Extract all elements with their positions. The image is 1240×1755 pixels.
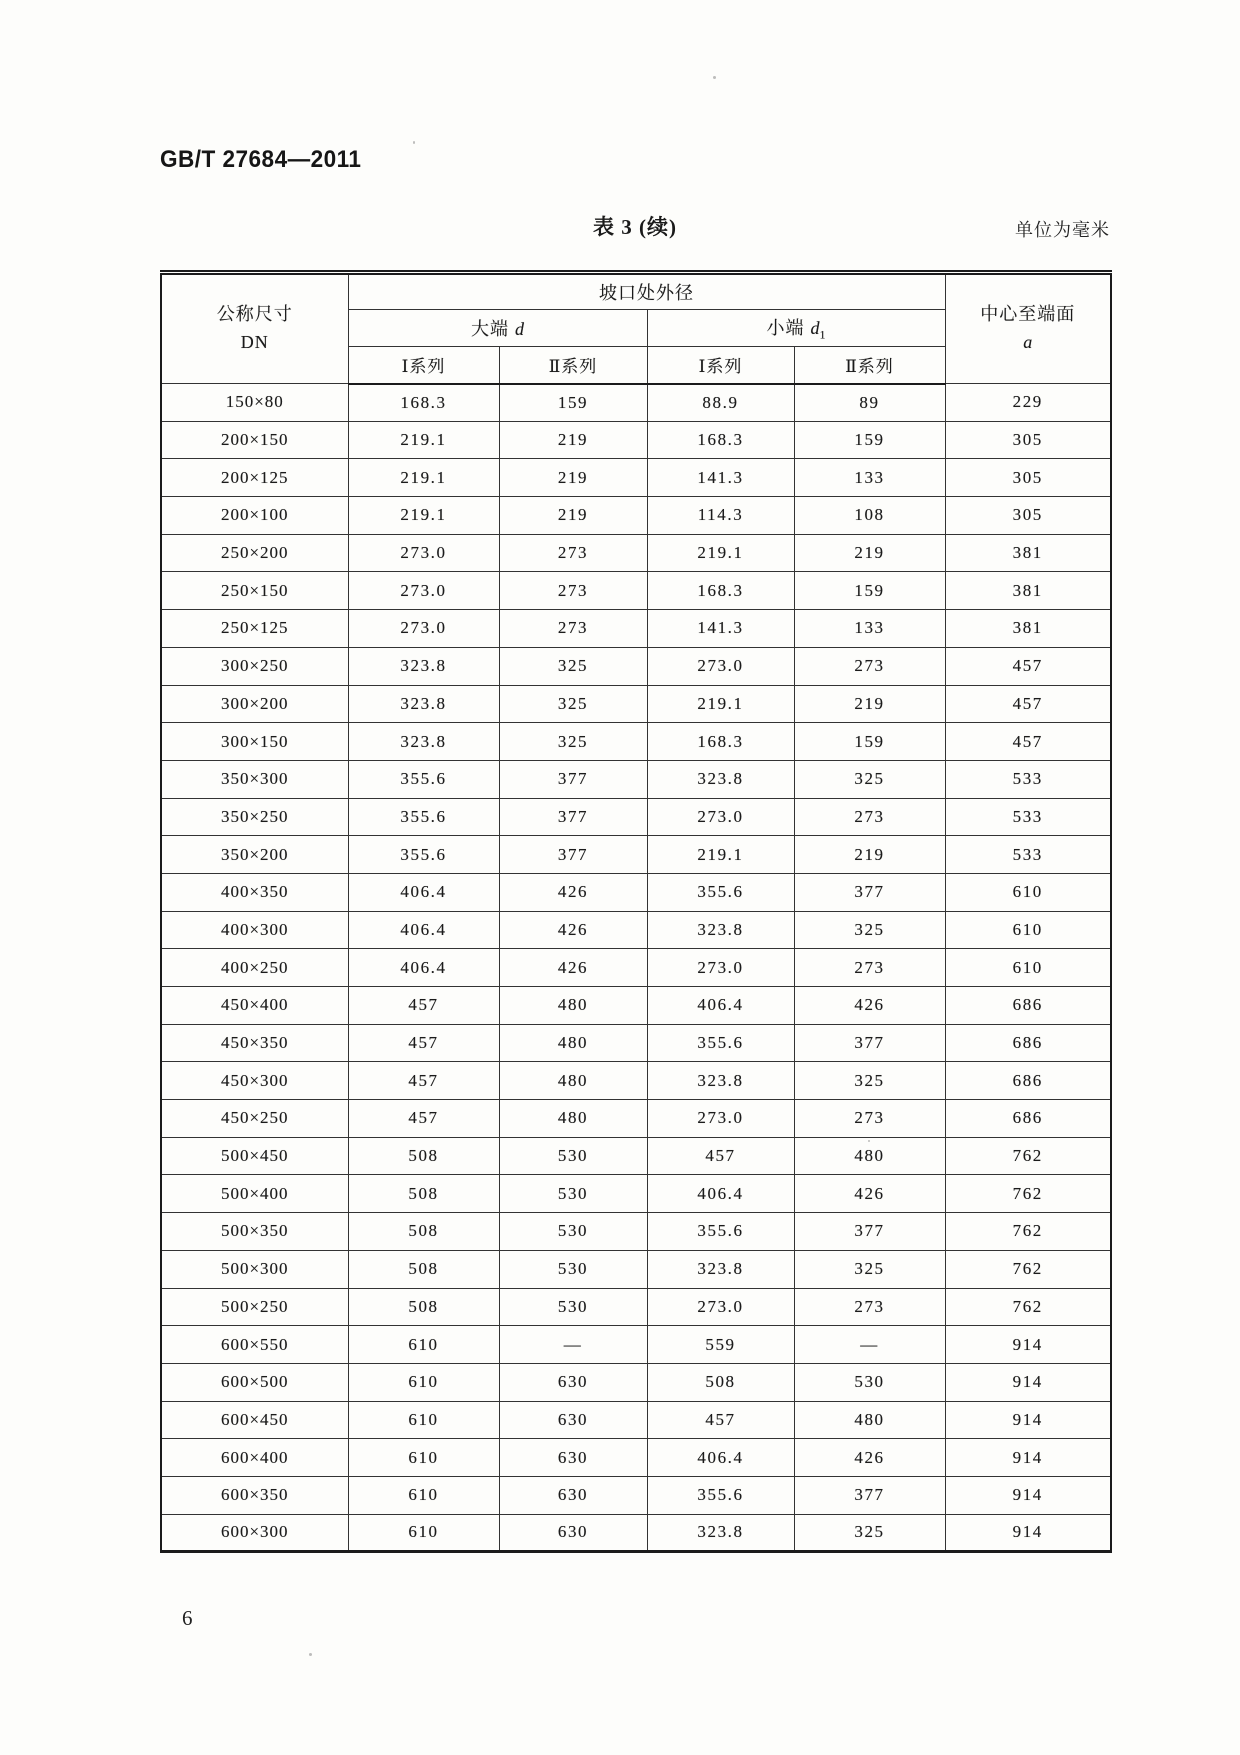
value-cell: 273.0 — [647, 798, 794, 836]
col-header-big-end-series-2: Ⅱ系列 — [499, 347, 647, 384]
value-cell: 325 — [499, 647, 647, 685]
table-row — [161, 1100, 1111, 1138]
table-row — [161, 723, 1111, 761]
value-cell: — — [499, 1326, 647, 1364]
dn-cell: 400×350 — [161, 873, 348, 911]
value-cell: 630 — [499, 1401, 647, 1439]
table-row — [161, 534, 1111, 572]
value-cell: 273 — [499, 572, 647, 610]
value-cell: 630 — [499, 1439, 647, 1477]
dn-cell: 300×150 — [161, 723, 348, 761]
value-cell: 325 — [794, 1250, 945, 1288]
value-cell: 355.6 — [348, 798, 499, 836]
value-cell: 159 — [794, 723, 945, 761]
value-cell: 610 — [348, 1326, 499, 1364]
col-header-small-end-series-1: Ⅰ系列 — [647, 347, 794, 384]
value-cell: 406.4 — [647, 1439, 794, 1477]
nominal-size-label: 公称尺寸 — [216, 304, 293, 325]
value-cell: 141.3 — [647, 610, 794, 648]
value-cell: 133 — [794, 610, 945, 648]
value-cell: 762 — [945, 1175, 1111, 1213]
value-cell: 533 — [945, 798, 1111, 836]
value-cell: 686 — [945, 1100, 1111, 1138]
value-cell: 219.1 — [348, 421, 499, 459]
value-cell: 323.8 — [647, 1250, 794, 1288]
scan-speck — [309, 1653, 312, 1656]
value-cell: 141.3 — [647, 459, 794, 497]
value-cell: 168.3 — [348, 384, 499, 422]
value-cell: 914 — [945, 1326, 1111, 1364]
value-cell: 762 — [945, 1288, 1111, 1326]
value-cell: 168.3 — [647, 723, 794, 761]
dn-cell: 200×100 — [161, 497, 348, 535]
value-cell: 325 — [794, 1062, 945, 1100]
dn-cell: 600×350 — [161, 1476, 348, 1514]
value-cell: 762 — [945, 1213, 1111, 1251]
value-cell: 88.9 — [647, 384, 794, 422]
value-cell: 325 — [499, 723, 647, 761]
value-cell: 381 — [945, 534, 1111, 572]
dn-cell: 500×300 — [161, 1250, 348, 1288]
dn-cell: 200×125 — [161, 459, 348, 497]
value-cell: 406.4 — [647, 987, 794, 1025]
value-cell: 530 — [499, 1175, 647, 1213]
col-header-big-end — [348, 310, 647, 347]
col-header-small-end — [647, 310, 945, 347]
value-cell: 114.3 — [647, 497, 794, 535]
value-cell: 219 — [499, 497, 647, 535]
value-cell: 325 — [499, 685, 647, 723]
value-cell: 229 — [945, 384, 1111, 422]
header-row-group — [161, 273, 1111, 310]
value-cell: 168.3 — [647, 572, 794, 610]
value-cell: 219 — [794, 836, 945, 874]
dn-cell: 500×350 — [161, 1213, 348, 1251]
table-row — [161, 647, 1111, 685]
table-row — [161, 1250, 1111, 1288]
dn-cell: 600×400 — [161, 1439, 348, 1477]
value-cell: 325 — [794, 1514, 945, 1552]
value-cell: 426 — [794, 987, 945, 1025]
standard-number: GB/T 27684—2011 — [160, 146, 362, 173]
value-cell: 377 — [794, 1476, 945, 1514]
dn-cell: 450×400 — [161, 987, 348, 1025]
col-header-nominal-size — [161, 273, 348, 384]
value-cell: 914 — [945, 1439, 1111, 1477]
value-cell: 530 — [499, 1250, 647, 1288]
value-cell: 108 — [794, 497, 945, 535]
table-row — [161, 760, 1111, 798]
value-cell: 159 — [794, 421, 945, 459]
value-cell: 457 — [348, 1024, 499, 1062]
dn-cell: 500×400 — [161, 1175, 348, 1213]
value-cell: 273.0 — [647, 1100, 794, 1138]
dn-cell: 450×300 — [161, 1062, 348, 1100]
value-cell: 610 — [348, 1363, 499, 1401]
value-cell: 323.8 — [647, 911, 794, 949]
small-end-label: 小端 — [766, 317, 805, 338]
value-cell: 323.8 — [348, 723, 499, 761]
value-cell: 457 — [945, 685, 1111, 723]
value-cell: 426 — [794, 1439, 945, 1477]
value-cell: 508 — [348, 1288, 499, 1326]
value-cell: 305 — [945, 497, 1111, 535]
value-cell: 630 — [499, 1514, 647, 1552]
table-row — [161, 497, 1111, 535]
dn-cell: 250×125 — [161, 610, 348, 648]
value-cell: 610 — [348, 1476, 499, 1514]
value-cell: 355.6 — [348, 836, 499, 874]
small-end-subscript: 1 — [819, 327, 826, 342]
dn-cell: 600×450 — [161, 1401, 348, 1439]
table-row — [161, 873, 1111, 911]
value-cell: 168.3 — [647, 421, 794, 459]
dn-cell: 450×250 — [161, 1100, 348, 1138]
value-cell: 426 — [499, 873, 647, 911]
table-body — [161, 384, 1111, 1552]
dn-cell: 300×250 — [161, 647, 348, 685]
table-row — [161, 1363, 1111, 1401]
value-cell: 219 — [499, 459, 647, 497]
value-cell: 530 — [499, 1288, 647, 1326]
dn-cell: 500×250 — [161, 1288, 348, 1326]
table-row — [161, 685, 1111, 723]
value-cell: 426 — [499, 911, 647, 949]
value-cell: 377 — [794, 873, 945, 911]
value-cell: 273 — [794, 949, 945, 987]
value-cell: 323.8 — [348, 685, 499, 723]
value-cell: 559 — [647, 1326, 794, 1364]
value-cell: 406.4 — [348, 949, 499, 987]
value-cell: 457 — [647, 1401, 794, 1439]
value-cell: 508 — [348, 1213, 499, 1251]
value-cell: 377 — [794, 1024, 945, 1062]
value-cell: 762 — [945, 1137, 1111, 1175]
table-row — [161, 798, 1111, 836]
value-cell: 610 — [348, 1401, 499, 1439]
table-row — [161, 610, 1111, 648]
value-cell: 355.6 — [348, 760, 499, 798]
value-cell: 530 — [499, 1213, 647, 1251]
value-cell: 406.4 — [647, 1175, 794, 1213]
table-row — [161, 949, 1111, 987]
value-cell: 273 — [794, 798, 945, 836]
dn-cell: 600×500 — [161, 1363, 348, 1401]
value-cell: 457 — [945, 647, 1111, 685]
value-cell: 377 — [499, 798, 647, 836]
dimension-table — [160, 270, 1112, 1553]
value-cell: 406.4 — [348, 911, 499, 949]
table-row — [161, 1476, 1111, 1514]
dn-cell: 450×350 — [161, 1024, 348, 1062]
value-cell: 219 — [499, 421, 647, 459]
value-cell: 686 — [945, 1062, 1111, 1100]
value-cell: 762 — [945, 1250, 1111, 1288]
col-header-groove-od: 坡口处外径 — [348, 273, 945, 310]
value-cell: 530 — [499, 1137, 647, 1175]
value-cell: 533 — [945, 760, 1111, 798]
dn-cell: 150×80 — [161, 384, 348, 422]
table-row — [161, 384, 1111, 422]
value-cell: 323.8 — [348, 647, 499, 685]
table-row — [161, 1024, 1111, 1062]
col-header-center-to-face — [945, 273, 1111, 384]
value-cell: 273 — [794, 647, 945, 685]
value-cell: 686 — [945, 987, 1111, 1025]
table-row — [161, 836, 1111, 874]
value-cell: 273 — [794, 1288, 945, 1326]
value-cell: 323.8 — [647, 1514, 794, 1552]
value-cell: 457 — [348, 1100, 499, 1138]
value-cell: 273.0 — [348, 534, 499, 572]
col-header-big-end-series-1: Ⅰ系列 — [348, 347, 499, 384]
value-cell: 610 — [348, 1439, 499, 1477]
value-cell: 610 — [945, 873, 1111, 911]
col-header-small-end-series-2: Ⅱ系列 — [794, 347, 945, 384]
big-end-symbol: d — [515, 319, 524, 339]
dn-cell: 250×150 — [161, 572, 348, 610]
value-cell: 457 — [945, 723, 1111, 761]
value-cell: 377 — [499, 836, 647, 874]
table-row — [161, 1213, 1111, 1251]
scan-speck — [413, 141, 415, 144]
value-cell: 381 — [945, 572, 1111, 610]
value-cell: 480 — [794, 1137, 945, 1175]
value-cell: 325 — [794, 760, 945, 798]
center-to-face-symbol: a — [1023, 332, 1033, 352]
dn-cell: 600×300 — [161, 1514, 348, 1552]
value-cell: 610 — [945, 949, 1111, 987]
value-cell: 508 — [348, 1137, 499, 1175]
dn-cell: 600×550 — [161, 1326, 348, 1364]
value-cell: 508 — [348, 1175, 499, 1213]
table-title: 表 3 (续) — [593, 215, 677, 239]
value-cell: 219.1 — [647, 534, 794, 572]
value-cell: 219.1 — [647, 836, 794, 874]
value-cell: — — [794, 1326, 945, 1364]
value-cell: 530 — [794, 1363, 945, 1401]
value-cell: 381 — [945, 610, 1111, 648]
value-cell: 355.6 — [647, 1213, 794, 1251]
value-cell: 426 — [499, 949, 647, 987]
unit-note: 单位为毫米 — [1015, 220, 1110, 240]
value-cell: 219.1 — [348, 459, 499, 497]
value-cell: 273 — [499, 534, 647, 572]
table-row — [161, 1137, 1111, 1175]
value-cell: 323.8 — [647, 1062, 794, 1100]
value-cell: 914 — [945, 1514, 1111, 1552]
value-cell: 610 — [348, 1514, 499, 1552]
value-cell: 305 — [945, 459, 1111, 497]
value-cell: 89 — [794, 384, 945, 422]
dn-cell: 400×250 — [161, 949, 348, 987]
value-cell: 159 — [499, 384, 647, 422]
table-row — [161, 1288, 1111, 1326]
value-cell: 457 — [348, 987, 499, 1025]
table-row — [161, 1514, 1111, 1552]
value-cell: 480 — [499, 987, 647, 1025]
dn-cell: 350×300 — [161, 760, 348, 798]
value-cell: 480 — [499, 1062, 647, 1100]
value-cell: 406.4 — [348, 873, 499, 911]
table-row — [161, 987, 1111, 1025]
value-cell: 355.6 — [647, 873, 794, 911]
dn-cell: 300×200 — [161, 685, 348, 723]
value-cell: 914 — [945, 1476, 1111, 1514]
table-row — [161, 1326, 1111, 1364]
value-cell: 630 — [499, 1363, 647, 1401]
value-cell: 273.0 — [647, 1288, 794, 1326]
dn-cell: 200×150 — [161, 421, 348, 459]
scan-speck — [868, 1140, 870, 1142]
dn-cell: 400×300 — [161, 911, 348, 949]
value-cell: 323.8 — [647, 760, 794, 798]
dn-cell: 500×450 — [161, 1137, 348, 1175]
value-cell: 273 — [794, 1100, 945, 1138]
value-cell: 457 — [348, 1062, 499, 1100]
value-cell: 273.0 — [348, 572, 499, 610]
dn-cell: 250×200 — [161, 534, 348, 572]
value-cell: 480 — [794, 1401, 945, 1439]
table-row — [161, 1062, 1111, 1100]
value-cell: 325 — [794, 911, 945, 949]
page-number: 6 — [182, 1606, 193, 1630]
value-cell: 355.6 — [647, 1024, 794, 1062]
table-row — [161, 1439, 1111, 1477]
value-cell: 457 — [647, 1137, 794, 1175]
value-cell: 355.6 — [647, 1476, 794, 1514]
value-cell: 480 — [499, 1100, 647, 1138]
value-cell: 219.1 — [348, 497, 499, 535]
value-cell: 508 — [647, 1363, 794, 1401]
table-row — [161, 572, 1111, 610]
value-cell: 630 — [499, 1476, 647, 1514]
value-cell: 480 — [499, 1024, 647, 1062]
value-cell: 377 — [499, 760, 647, 798]
value-cell: 610 — [945, 911, 1111, 949]
value-cell: 508 — [348, 1250, 499, 1288]
table-row — [161, 1175, 1111, 1213]
value-cell: 914 — [945, 1401, 1111, 1439]
value-cell: 273 — [499, 610, 647, 648]
value-cell: 305 — [945, 421, 1111, 459]
dn-cell: 350×200 — [161, 836, 348, 874]
table-row — [161, 421, 1111, 459]
value-cell: 533 — [945, 836, 1111, 874]
value-cell: 219.1 — [647, 685, 794, 723]
value-cell: 273.0 — [348, 610, 499, 648]
table-row — [161, 1401, 1111, 1439]
scan-speck — [713, 76, 716, 79]
value-cell: 377 — [794, 1213, 945, 1251]
center-to-face-label: 中心至端面 — [980, 304, 1076, 325]
nominal-size-symbol: DN — [240, 332, 269, 352]
value-cell: 159 — [794, 572, 945, 610]
value-cell: 426 — [794, 1175, 945, 1213]
dn-cell: 350×250 — [161, 798, 348, 836]
big-end-label: 大端 — [471, 319, 509, 339]
table-row — [161, 911, 1111, 949]
small-end-symbol: d — [810, 317, 820, 338]
value-cell: 133 — [794, 459, 945, 497]
value-cell: 219 — [794, 534, 945, 572]
table-header — [161, 273, 1111, 384]
value-cell: 914 — [945, 1363, 1111, 1401]
value-cell: 273.0 — [647, 949, 794, 987]
value-cell: 273.0 — [647, 647, 794, 685]
value-cell: 219 — [794, 685, 945, 723]
table-row — [161, 459, 1111, 497]
value-cell: 686 — [945, 1024, 1111, 1062]
